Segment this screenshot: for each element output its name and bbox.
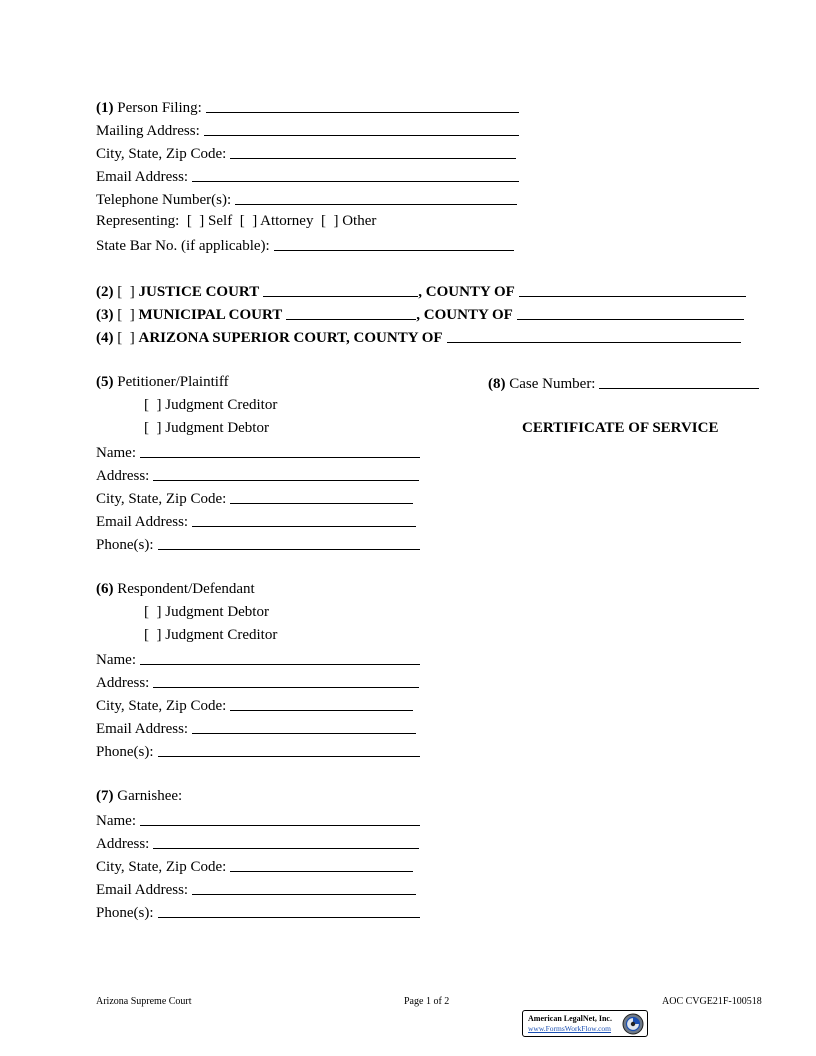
- garnishee-label: Garnishee:: [117, 788, 183, 804]
- email-row: [96, 164, 519, 187]
- garnishee-heading: [96, 785, 182, 808]
- footer-page-number: Page 1 of 2: [404, 996, 450, 1007]
- justice-court-row: [96, 279, 746, 302]
- name-label: Name:: [96, 445, 136, 461]
- superior-court-label: ARIZONA SUPERIOR COURT, COUNTY OF: [138, 330, 443, 346]
- email-label: Email Address:: [96, 169, 189, 185]
- respondent-city-field[interactable]: [230, 694, 413, 711]
- case-number-row: [488, 371, 759, 394]
- footer-court-name: Arizona Supreme Court: [96, 996, 192, 1007]
- municipal-court-field[interactable]: [286, 303, 416, 320]
- person-filing-row: [96, 95, 519, 118]
- garnishee-email-field[interactable]: [192, 878, 416, 895]
- county-of-label: , COUNTY OF: [418, 284, 515, 300]
- address-label: Address:: [96, 468, 150, 484]
- petitioner-name-field[interactable]: [140, 441, 420, 458]
- respondent-phone-field[interactable]: [158, 740, 420, 757]
- petitioner-address-field[interactable]: [153, 464, 419, 481]
- garnishee-phone-field[interactable]: [158, 901, 420, 918]
- phone-label: Phone(s):: [96, 905, 154, 921]
- justice-court-checkbox[interactable]: [ ]: [117, 284, 135, 300]
- case-number-field[interactable]: [599, 372, 759, 389]
- city-state-zip-field[interactable]: [230, 142, 516, 159]
- email-field[interactable]: [192, 165, 519, 182]
- logo-website-link[interactable]: www.FormsWorkFlow.com: [528, 1024, 612, 1033]
- petitioner-email-row: [96, 509, 416, 532]
- petitioner-city-field[interactable]: [230, 487, 413, 504]
- petitioner-heading: [96, 371, 229, 394]
- state-bar-label: State Bar No. (if applicable):: [96, 238, 270, 254]
- petitioner-judgment-creditor-checkbox[interactable]: [ ] Judgment Creditor: [144, 397, 278, 413]
- respondent-name-row: [96, 647, 420, 670]
- telephone-field[interactable]: [235, 188, 517, 205]
- respondent-address-row: [96, 670, 419, 693]
- petitioner-judgment-debtor-checkbox[interactable]: [ ] Judgment Debtor: [144, 420, 269, 436]
- section-number: (7): [96, 788, 114, 804]
- garnishee-name-row: [96, 808, 420, 831]
- email-label: Email Address:: [96, 882, 189, 898]
- mailing-address-field[interactable]: [204, 119, 519, 136]
- municipal-court-label: MUNICIPAL COURT: [138, 307, 283, 323]
- phone-label: Phone(s):: [96, 537, 154, 553]
- address-label: Address:: [96, 836, 150, 852]
- person-filing-label: Person Filing:: [117, 100, 202, 116]
- petitioner-label: Petitioner/Plaintiff: [117, 374, 229, 390]
- garnishee-address-field[interactable]: [153, 832, 419, 849]
- petitioner-name-row: [96, 440, 420, 463]
- respondent-judgment-creditor-checkbox[interactable]: [ ] Judgment Creditor: [144, 627, 278, 643]
- footer-form-id: AOC CVGE21F-100518: [662, 996, 762, 1007]
- globe-icon: [622, 1013, 644, 1035]
- mailing-address-row: [96, 118, 519, 141]
- email-label: Email Address:: [96, 514, 189, 530]
- municipal-court-row: [96, 302, 744, 325]
- respondent-email-row: [96, 716, 416, 739]
- representing-row[interactable]: [96, 210, 376, 233]
- city-state-zip-label: City, State, Zip Code:: [96, 146, 227, 162]
- justice-court-field[interactable]: [263, 280, 418, 297]
- mailing-address-label: Mailing Address:: [96, 123, 200, 139]
- section-number: (8): [488, 376, 506, 392]
- city-label: City, State, Zip Code:: [96, 491, 227, 507]
- vendor-logo[interactable]: [522, 1010, 648, 1037]
- municipal-court-checkbox[interactable]: [ ]: [117, 307, 135, 323]
- city-label: City, State, Zip Code:: [96, 698, 227, 714]
- municipal-county-field[interactable]: [517, 303, 744, 320]
- phone-label: Phone(s):: [96, 744, 154, 760]
- garnishee-city-field[interactable]: [230, 855, 413, 872]
- representing-options[interactable]: Representing: [ ] Self [ ] Attorney [ ] Other: [96, 213, 377, 229]
- petitioner-city-row: [96, 486, 413, 509]
- petitioner-email-field[interactable]: [192, 510, 416, 527]
- section-number: (1): [96, 100, 114, 116]
- garnishee-address-row: [96, 831, 419, 854]
- garnishee-city-row: [96, 854, 413, 877]
- logo-company-name: American LegalNet, Inc.: [528, 1014, 612, 1023]
- petitioner-address-row: [96, 463, 419, 486]
- address-label: Address:: [96, 675, 150, 691]
- petitioner-phone-field[interactable]: [158, 533, 420, 550]
- name-label: Name:: [96, 652, 136, 668]
- respondent-city-row: [96, 693, 413, 716]
- respondent-label: Respondent/Defendant: [117, 581, 255, 597]
- document-title: CERTIFICATE OF SERVICE: [522, 420, 719, 436]
- superior-court-row: [96, 325, 741, 348]
- county-of-label: , COUNTY OF: [416, 307, 513, 323]
- justice-county-field[interactable]: [519, 280, 746, 297]
- respondent-name-field[interactable]: [140, 648, 420, 665]
- section-number: (5): [96, 374, 114, 390]
- city-state-zip-row: [96, 141, 516, 164]
- case-number-label: Case Number:: [509, 376, 596, 392]
- respondent-judgment-debtor-checkbox[interactable]: [ ] Judgment Debtor: [144, 604, 269, 620]
- respondent-email-field[interactable]: [192, 717, 416, 734]
- respondent-phone-row: [96, 739, 420, 762]
- superior-court-checkbox[interactable]: [ ]: [117, 330, 135, 346]
- state-bar-row: [96, 233, 514, 256]
- garnishee-email-row: [96, 877, 416, 900]
- city-label: City, State, Zip Code:: [96, 859, 227, 875]
- telephone-row: [96, 187, 517, 210]
- section-number: (3): [96, 307, 114, 323]
- state-bar-field[interactable]: [274, 234, 514, 251]
- section-number: (6): [96, 581, 114, 597]
- name-label: Name:: [96, 813, 136, 829]
- section-number: (2): [96, 284, 114, 300]
- petitioner-phone-row: [96, 532, 420, 555]
- garnishee-name-field[interactable]: [140, 809, 420, 826]
- email-label: Email Address:: [96, 721, 189, 737]
- person-filing-field[interactable]: [206, 96, 519, 113]
- garnishee-phone-row: [96, 900, 420, 923]
- telephone-label: Telephone Number(s):: [96, 192, 232, 208]
- superior-county-field[interactable]: [447, 326, 741, 343]
- section-number: (4): [96, 330, 114, 346]
- respondent-address-field[interactable]: [153, 671, 419, 688]
- respondent-heading: [96, 578, 255, 601]
- justice-court-label: JUSTICE COURT: [138, 284, 260, 300]
